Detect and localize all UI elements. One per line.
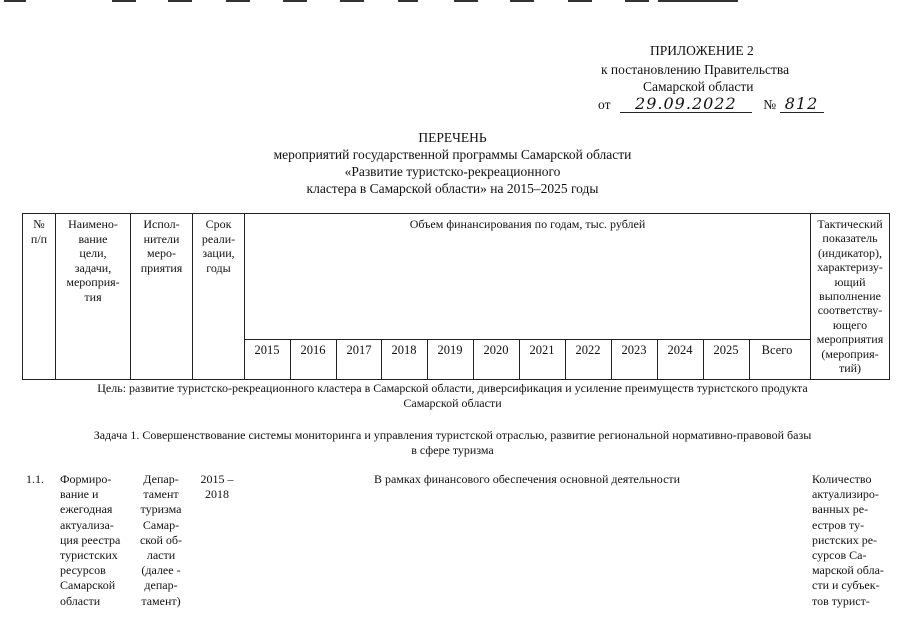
year-header: 2018 xyxy=(391,343,417,357)
appendix-region: Самарской области xyxy=(643,79,754,94)
header-funding: Объем финансирования по годам, тыс. рублей xyxy=(409,217,646,231)
year-header: 2021 xyxy=(529,343,555,357)
scan-edge-mark xyxy=(398,0,418,2)
appendix-resolution: к постановлению Правительства xyxy=(601,62,790,77)
row-indicator: Количество актуализиро- ванных ре- естров ту- ристских ре- сурсов Са- марской обла- сти и субъек- тов турист- xyxy=(812,472,884,608)
handwritten-number: 812 xyxy=(780,96,824,113)
appendix-label: ПРИЛОЖЕНИЕ 2 xyxy=(650,43,754,58)
year-header: 2020 xyxy=(483,343,509,357)
row-term: 2015 – 2018 xyxy=(200,472,234,502)
year-header: 2016 xyxy=(300,343,326,357)
scan-edge-mark xyxy=(658,0,738,2)
year-header: 2015 xyxy=(254,343,280,357)
handwritten-date: 29.09.2022 xyxy=(620,96,752,113)
header-name: Наимено- вание цели, задачи, мероприя- тия xyxy=(66,217,120,304)
goal-text-cont: Самарской области xyxy=(403,396,502,410)
appendix-date-row xyxy=(598,96,824,113)
goal-text: Цель: развитие туристско-рекреационного кластера в Самарской области, диверсификация и усиление преимуществ туристского продукта xyxy=(97,381,808,395)
row-funding: В рамках финансового обеспечения основной деятельности xyxy=(373,472,681,486)
year-header: 2017 xyxy=(346,343,372,357)
year-header: 2024 xyxy=(667,343,693,357)
scan-edge-mark xyxy=(568,0,592,2)
doc-subtitle-3: кластера в Самарской области» на 2015–2025 годы xyxy=(306,181,599,196)
header-indicator: Тактический показатель (индикатор), характеризу- ющий выполнение соответству- ющего мероприятия (мероприя- тий) xyxy=(816,217,884,376)
task-text-cont: в сфере туризма xyxy=(411,443,494,457)
doc-subtitle-1: мероприятий государственной программы Самарской области xyxy=(273,147,632,162)
header-number: № п/п xyxy=(30,217,48,246)
date-prefix: от xyxy=(598,97,611,112)
scan-edge-mark xyxy=(283,0,307,2)
year-header: 2025 xyxy=(713,343,739,357)
year-header: 2022 xyxy=(575,343,601,357)
scan-edge-mark xyxy=(454,0,478,2)
task-text: Задача 1. Совершенствование системы мониторинга и управления туристской отраслью, развитие региональной нормативно-правовой базы xyxy=(93,428,812,442)
row-executor: Депар- тамент туризма Самар- ской об- ласти (далее - депар- тамент) xyxy=(139,472,183,608)
scan-edge-mark xyxy=(168,0,192,2)
scan-edge-mark xyxy=(510,0,534,2)
year-header: 2023 xyxy=(621,343,647,357)
doc-title: ПЕРЕЧЕНЬ xyxy=(418,130,487,145)
scan-edge-mark xyxy=(340,0,364,2)
row-name: Формиро- вание и ежегодная актуализа- ция реестра туристских ресурсов Самарской области xyxy=(60,472,121,608)
year-header-total: Всего xyxy=(761,343,793,357)
scan-edge-mark xyxy=(4,0,26,2)
scan-edge-mark xyxy=(112,0,136,2)
header-executors: Испол- нители меро- приятия xyxy=(140,217,183,275)
scan-edge-mark xyxy=(226,0,250,2)
number-prefix: № xyxy=(763,97,777,112)
doc-subtitle-2: «Развитие туристско-рекреационного xyxy=(344,164,561,179)
year-header: 2019 xyxy=(437,343,463,357)
row-number: 1.1. xyxy=(26,472,44,486)
scan-edge-mark xyxy=(625,0,649,2)
header-term: Срок реали- зации, годы xyxy=(201,217,236,275)
